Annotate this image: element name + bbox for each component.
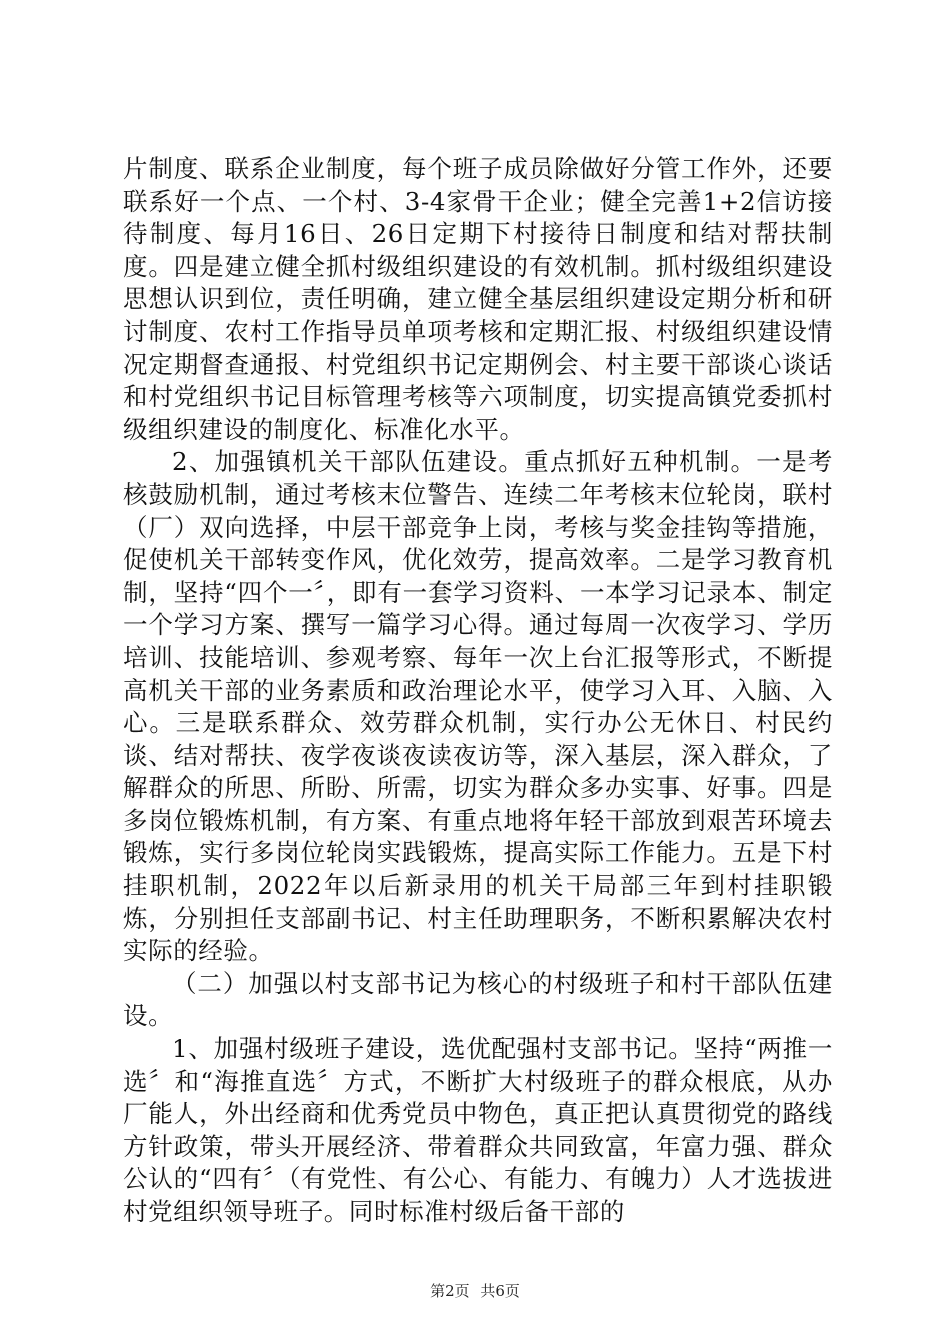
page-total: 共6页	[480, 1282, 520, 1300]
document-body	[123, 153, 833, 1229]
page-number: 第2页	[430, 1282, 470, 1300]
paragraph-section-1: 1、加强村级班子建设，选优配强村支部书记。坚持“两推一选〞和“海推直选〞方式，不断扩大村级班子的群众根底，从办厂能人，外出经商和优秀党员中物色，真正把认真贯彻党的路线方针政策，带头开展经济、带着群众共同致富，年富力强、群众公认的“四有〞（有党性、有公心、有能力、有魄力）人才选拔进村党组织领导班子。同时标准村级后备干部的	[123, 1034, 833, 1226]
paragraph-heading-two: （二）加强以村支部书记为核心的村级班子和村干部队伍建设。	[123, 968, 833, 1031]
paragraph-continued: 片制度、联系企业制度，每个班子成员除做好分管工作外，还要联系好一个点、一个村、3-4家骨干企业；健全完善1+2信访接待制度、每月16日、26日定期下村接待日制度和结对帮扶制度。四是建立健全抓村级组织建设的有效机制。抓村级组织建设思想认识到位，责任明确，建立健全基层组织建设定期分析和研讨制度、农村工作指导员单项考核和定期汇报、村级组织建设情况定期督查通报、村党组织书记定期例会、村主要干部谈心谈话和村党组织书记目标管理考核等六项制度，切实提高镇党委抓村级组织建设的制度化、标准化水平。	[123, 154, 833, 444]
page-footer	[0, 1281, 950, 1301]
paragraph-section-2: 2、加强镇机关干部队伍建设。重点抓好五种机制。一是考核鼓励机制，通过考核末位警告、连续二年考核末位轮岗，联村（厂）双向选择，中层干部竞争上岗，考核与奖金挂钩等措施，促使机关干部转变作风，优化效劳，提高效率。二是学习教育机制，坚持“四个一〞，即有一套学习资料、一本学习记录本、制定一个学习方案、撰写一篇学习心得。通过每周一次夜学习、学历培训、技能培训、参观考察、每年一次上台汇报等形式，不断提高机关干部的业务素质和政治理论水平，使学习入耳、入脑、入心。三是联系群众、效劳群众机制，实行办公无休日、村民约谈、结对帮扶、夜学夜谈夜读夜访等，深入基层，深入群众，了解群众的所思、所盼、所需，切实为群众多办实事、好事。四是多岗位锻炼机制，有方案、有重点地将年轻干部放到艰苦环境去锻炼，实行多岗位轮岗实践锻炼，提高实际工作能力。五是下村挂职机制，2022年以后新录用的机关干局部三年到村挂职锻炼，分别担任支部副书记、村主任助理职务，不断积累解决农村实际的经验。	[123, 447, 833, 966]
